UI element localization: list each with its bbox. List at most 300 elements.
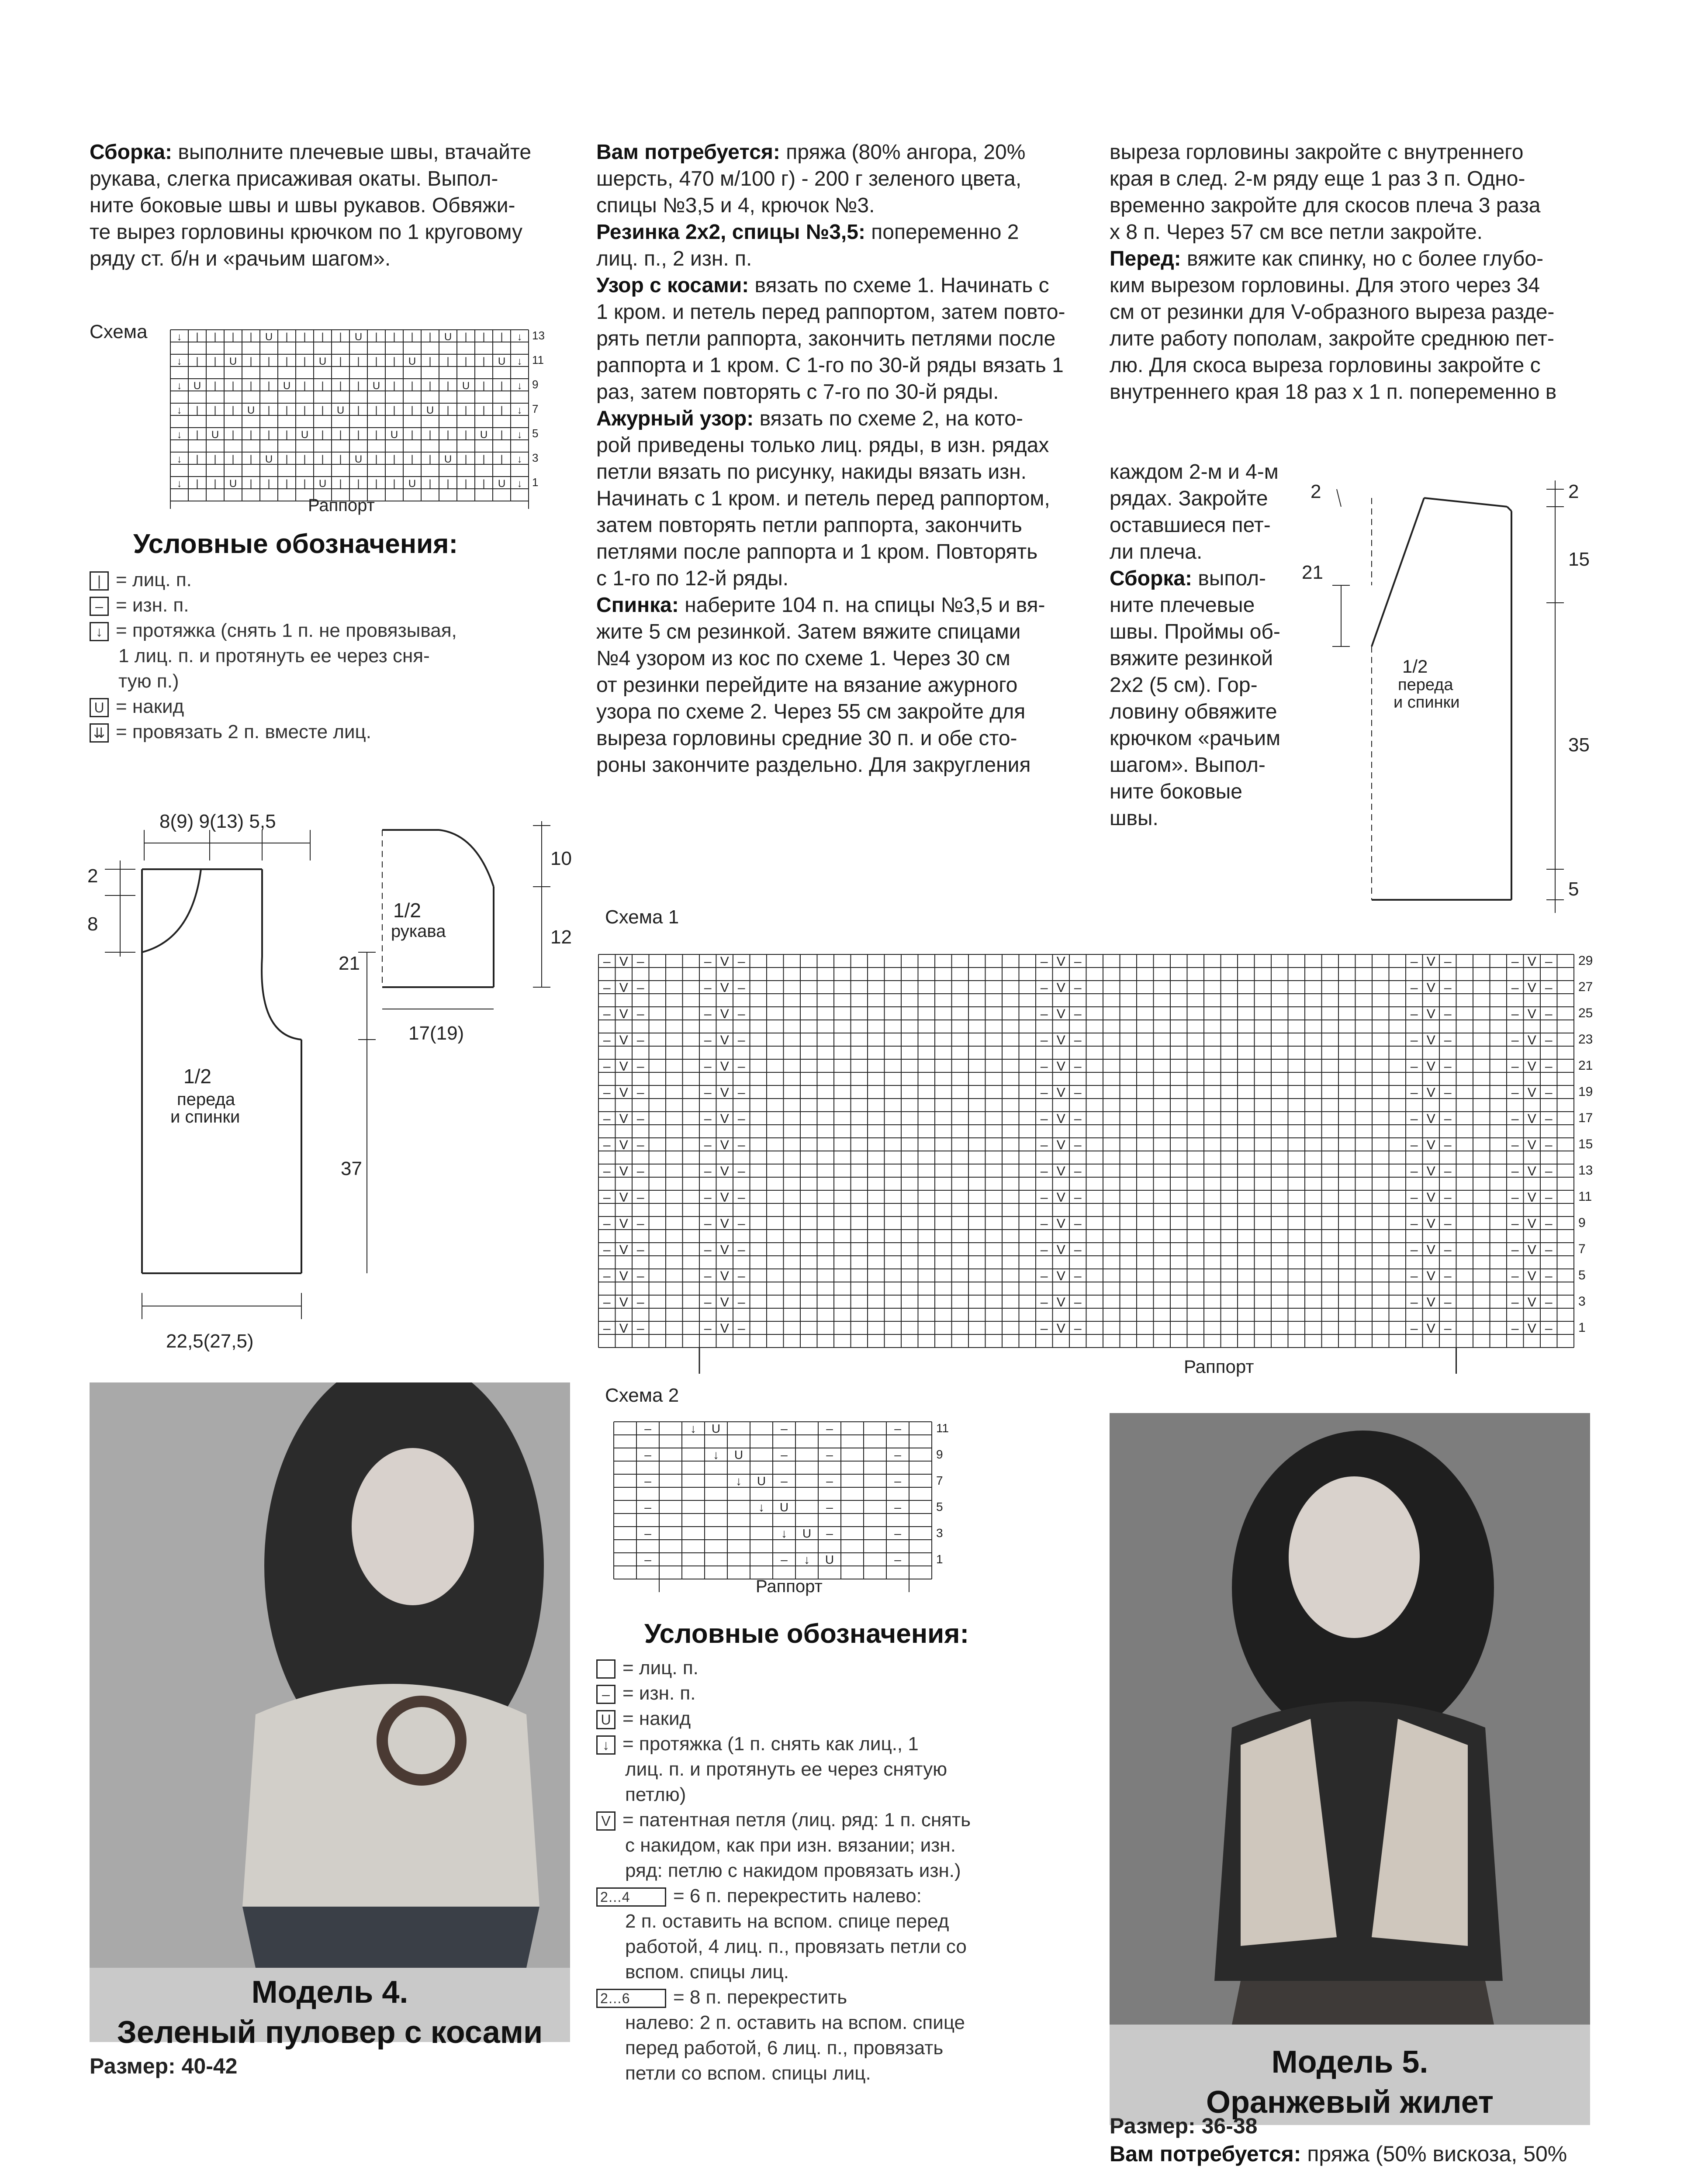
small-cell: ↓ [517,404,522,416]
small-cell: | [196,453,199,465]
middle-line [596,432,1081,459]
schema2-cell: U [802,1527,812,1540]
schema2-row-number: 5 [936,1500,943,1514]
schema1-purl-cell: – [704,981,712,995]
small-cell: | [303,478,306,490]
schema1-patent-cell: V [720,1007,729,1021]
schema2-cell: – [781,1422,788,1435]
legend-item [596,1731,1099,1757]
small-cell: ↓ [176,380,182,392]
small-cell: U [229,356,237,367]
schema1-patent-cell: V [720,1164,729,1178]
small-cell: U [408,356,416,367]
right-assembly-line: ните боковые [1110,780,1242,803]
middle-line-text: №4 узором из кос по схеме 1. Через 30 см [596,647,1010,670]
sleeve-label: рукава [391,922,446,941]
small-cell: | [446,356,450,367]
schema1-purl-cell: – [603,1059,611,1074]
small-cell: | [339,478,342,490]
schema1-patent-cell: V [720,1033,729,1047]
schema1-purl-cell: – [636,954,644,969]
schema1-patent-cell: V [619,1112,628,1126]
schema1-patent-cell: V [1527,1295,1536,1310]
pattern-sleeve [349,812,577,1057]
legend-item [596,1655,1099,1681]
small-cell: | [500,404,503,416]
small-cell: | [321,404,324,416]
schema1-patent-cell: V [619,1243,628,1257]
schema1-purl-cell: – [1444,1033,1452,1047]
small-cell: | [500,453,503,465]
schema1-purl-cell: – [1545,1321,1553,1336]
schema1-purl-cell: – [737,1164,745,1178]
schema1-purl-cell: – [737,1085,745,1100]
schema2-row-number: 11 [936,1421,949,1435]
schema2-cell: – [826,1527,833,1540]
schema2-cell: – [894,1527,901,1540]
small-cell: | [411,453,414,465]
middle-line-bold: Спинка: [596,594,679,617]
schema1-purl-cell: – [704,1059,712,1074]
small-cell: | [446,429,450,441]
schema1-purl-cell: – [1444,1138,1452,1152]
schema1-purl-cell: – [1545,1243,1553,1257]
legend-symbol: ⇊ [90,723,109,743]
right-line: края в след. 2-м ряду еще 1 раз 3 п. Одно- [1110,167,1525,190]
schema1-purl-cell: – [636,1243,644,1257]
middle-line-text: вязать по схеме 1. Начинать с [749,274,1049,297]
small-row-number: 5 [532,427,539,440]
schema2-cell: – [644,1474,651,1488]
small-cell: | [196,429,199,441]
small-cell: | [303,356,306,367]
schema1-purl-cell: – [1444,1059,1452,1074]
schema1-patent-cell: V [1426,1190,1435,1205]
small-cell: | [249,331,252,343]
legend-text: лиц. п. и протянуть ее через снятую [625,1759,947,1780]
schema1-patent-cell: V [1426,1164,1435,1178]
middle-line-bold: Ажурный узор: [596,407,754,430]
assembly-line: ните боковые швы и швы рукавов. Обвяжи- [90,194,515,217]
schema1-patent-cell: V [1056,1321,1065,1336]
schema1-purl-cell: – [1511,1295,1519,1310]
legend-item [596,2010,1099,2035]
legend-text: петли со вспом. спицы лиц. [625,2063,871,2084]
schema1-patent-cell: V [720,1216,729,1231]
schema1-row-number: 25 [1578,1006,1593,1020]
schema1-purl-cell: – [1040,1033,1048,1047]
middle-line [596,192,1081,219]
schema1-patent-cell: V [1056,981,1065,995]
small-row-number: 11 [532,353,544,366]
model-5-photo [1110,1413,1590,2120]
schema1-purl-cell: – [1040,1190,1048,1205]
legend-item [596,1985,1099,2010]
legend-text: = патентная петля (лиц. ряд: 1 п. снять [622,1809,971,1831]
schema1-purl-cell: – [704,1269,712,1283]
legend-text: = изн. п. [116,594,189,616]
small-cell: | [393,331,396,343]
schema2-cell: – [826,1422,833,1435]
small-cell: | [482,404,485,416]
schema1-purl-cell: – [1545,1164,1553,1178]
schema1-row-number: 7 [1578,1242,1586,1256]
schema1-purl-cell: – [1040,1007,1048,1021]
front-title: Перед: [1110,247,1181,270]
schema1-purl-cell: – [1410,1295,1418,1310]
schema1-patent-cell: V [1527,1033,1536,1047]
schema1-purl-cell: – [1511,1033,1519,1047]
middle-line [596,166,1081,192]
schema1-purl-cell: – [636,1112,644,1126]
schema1-purl-cell: – [1545,1138,1553,1152]
schema1-patent-cell: V [1056,1007,1065,1021]
legend-middle-title: Условные обозначения: [644,1619,969,1649]
schema1-patent-cell: V [619,1190,628,1205]
schema1-purl-cell: – [1074,1321,1082,1336]
schema1-purl-cell: – [1074,1216,1082,1231]
schema2-cell: – [894,1553,901,1566]
schema1-purl-cell: – [603,1085,611,1100]
schema2-cell: U [734,1448,743,1462]
schema1-patent-cell: V [1527,1243,1536,1257]
schema1-purl-cell: – [636,1033,644,1047]
small-cell: | [482,453,485,465]
schema1-purl-cell: – [1511,1216,1519,1231]
small-cell: | [446,404,450,416]
schema1-purl-cell: – [1545,1190,1553,1205]
small-cell: ↓ [517,429,522,441]
middle-line-text: жите 5 см резинкой. Затем вяжите спицами [596,620,1021,643]
schema1-purl-cell: – [1040,981,1048,995]
schema2-cell: – [781,1448,788,1462]
small-cell: | [196,331,199,343]
schema1-patent-cell: V [1056,1085,1065,1100]
small-cell: | [232,380,235,392]
r-dim-15: 15 [1568,549,1590,570]
right-assembly-line: швы. [1110,807,1158,830]
small-cell: | [482,331,485,343]
r-dim-2a: 2 [1311,481,1321,502]
legend-item [90,643,570,669]
middle-line [596,352,1081,379]
legend-text: вспом. спицы лиц. [625,1961,789,1983]
schema1-patent-cell: V [720,1085,729,1100]
r-dim-5: 5 [1568,878,1579,900]
small-cell: U [444,331,452,343]
legend-item [596,1681,1099,1706]
schema1-purl-cell: – [1074,1059,1082,1074]
schema1-purl-cell: – [1545,1269,1553,1283]
right-assembly-line: выпол- [1198,567,1266,590]
small-row-number: 7 [532,402,539,415]
right-line: выреза горловины закройте с внутреннего [1110,141,1524,164]
small-cell: | [232,404,235,416]
legend-item [596,1909,1099,1934]
small-cell: | [393,380,396,392]
small-cell: | [267,380,270,392]
small-cell: U [301,429,309,441]
schema1-patent-cell: V [1527,1112,1536,1126]
schema1-purl-cell: – [603,1321,611,1336]
small-cell: | [357,429,360,441]
schema1-purl-cell: – [636,1164,644,1178]
small-cell: U [462,380,470,392]
middle-line [596,245,1081,272]
schema1-patent-cell: V [1426,1007,1435,1021]
schema1-purl-cell: – [603,1216,611,1231]
schema1-purl-cell: – [603,1033,611,1047]
schema1-patent-cell: V [720,1295,729,1310]
schema2-cell: – [644,1527,651,1540]
schema2-cell: U [711,1422,721,1435]
right-line: х 8 п. Через 57 см все петли закройте. [1110,221,1483,244]
schema1-patent-cell: V [619,1216,628,1231]
small-cell: U [408,478,416,490]
legend-text: 2 п. оставить на вспом. спице перед [625,1911,949,1932]
schema-2 [596,1385,989,1612]
schema-1 [596,906,1601,1391]
middle-line [596,619,1081,645]
small-cell: | [464,429,467,441]
schema-small-grid [166,325,559,509]
schema1-purl-cell: – [737,1138,745,1152]
small-cell: | [285,404,288,416]
schema2-cell: U [779,1500,789,1514]
schema1-purl-cell: – [737,981,745,995]
model-5-size: Размер: 36-38 [1110,2114,1258,2138]
small-cell: | [429,380,432,392]
small-cell: | [357,380,360,392]
legend-symbol: U [596,1710,616,1729]
front-line: каждом 2-м и 4-м [1110,460,1279,484]
small-cell: | [339,356,342,367]
front-line: оставшиеся пет- [1110,514,1271,537]
legend-text: с накидом, как при изн. вязании; изн. [625,1835,956,1856]
schema2-cell: U [757,1474,766,1488]
legend-text: = лиц. п. [622,1657,698,1679]
schema1-purl-cell: – [603,981,611,995]
schema1-purl-cell: – [1040,1269,1048,1283]
small-cell: U [444,453,452,465]
schema1-purl-cell: – [1074,1243,1082,1257]
middle-line [596,512,1081,539]
schema1-patent-cell: V [1527,1059,1536,1074]
schema1-purl-cell: – [1410,981,1418,995]
schema1-patent-cell: V [1056,1033,1065,1047]
schema1-patent-cell: V [1056,954,1065,969]
schema1-purl-cell: – [636,1321,644,1336]
schema1-purl-cell: – [1444,954,1452,969]
small-cell: | [321,429,324,441]
legend-symbol: ↓ [90,622,109,641]
middle-line-text: наберите 104 п. на спицы №3,5 и вя- [678,594,1045,617]
schema1-purl-cell: – [1074,954,1082,969]
model-5-subtitle: Оранжевый жилет [1206,2085,1494,2120]
schema1-purl-cell: – [704,1085,712,1100]
schema-1-label: Схема 1 [605,906,679,928]
schema2-row-number: 1 [936,1552,943,1566]
schema1-purl-cell: – [1040,1216,1048,1231]
middle-line-text: рой приведены только лиц. ряды, в изн. рядах [596,434,1049,457]
legend-text: = лиц. п. [116,569,192,591]
legend-text: = протяжка (снять 1 п. не провязывая, [116,620,457,641]
small-cell: | [249,429,252,441]
middle-line [596,672,1081,698]
schema1-patent-cell: V [1527,981,1536,995]
schema1-purl-cell: – [1545,1007,1553,1021]
schema1-purl-cell: – [1511,1059,1519,1074]
model-4-title: Модель 4. [251,1975,408,2010]
small-cell: ↓ [517,331,522,343]
small-cell: | [482,478,485,490]
schema1-patent-cell: V [1056,1269,1065,1283]
schema1-patent-cell: V [1426,1295,1435,1310]
legend-item [596,2061,1099,2086]
small-cell: ↓ [517,380,522,392]
legend-symbol [596,1659,616,1679]
front-line: ким вырезом горловины. Для этого через 34 [1110,274,1540,297]
legend-item [596,2035,1099,2061]
schema1-row-number: 9 [1578,1216,1586,1230]
schema1-patent-cell: V [720,954,729,969]
small-cell: ↓ [517,453,522,465]
legend-symbol: V [596,1811,616,1831]
middle-line [596,139,1081,166]
schema1-purl-cell: – [704,1243,712,1257]
schema1-purl-cell: – [1410,1321,1418,1336]
right-line: временно закройте для скосов плеча 3 раза [1110,194,1541,217]
legend-symbol: 2…6 [596,1989,666,2008]
schema1-row-number: 15 [1578,1137,1593,1151]
schema1-purl-cell: – [737,1216,745,1231]
schema2-cell: – [644,1553,651,1566]
schema1-patent-cell: V [720,1190,729,1205]
small-cell: | [500,429,503,441]
small-cell: ↓ [176,356,182,367]
schema1-purl-cell: – [737,1190,745,1205]
middle-line-text: спицы №3,5 и 4, крючок №3. [596,194,875,217]
right-assembly-line: крючком «рачьим [1110,727,1281,750]
schema1-patent-cell: V [1426,1269,1435,1283]
schema1-patent-cell: V [619,1295,628,1310]
middle-line [596,379,1081,405]
small-cell: | [393,453,396,465]
small-cell: U [211,429,219,441]
schema1-purl-cell: – [737,1112,745,1126]
small-cell: ↓ [176,429,182,441]
schema2-row-number: 9 [936,1448,943,1461]
middle-line-text: с 1-го по 12-й ряды. [596,567,789,590]
schema1-patent-cell: V [1056,1164,1065,1178]
small-cell: | [303,453,306,465]
schema2-cell: – [894,1474,901,1488]
schema1-purl-cell: – [1410,954,1418,969]
small-cell: | [303,331,306,343]
schema1-purl-cell: – [1444,1190,1452,1205]
schema2-cell: ↓ [713,1448,719,1462]
schema1-purl-cell: – [603,1007,611,1021]
middle-line [596,698,1081,725]
legend-text: налево: 2 п. оставить на вспом. спице [625,2012,965,2033]
middle-line-text: рять петли раппорта, закончить петлями после [596,327,1056,350]
legend-item [596,1757,1099,1782]
legend-item [596,1782,1099,1807]
schema2-cell: – [894,1500,901,1514]
schema1-purl-cell: – [1410,1112,1418,1126]
dim-8: 8 [87,913,98,935]
small-cell: | [464,453,467,465]
legend-item [596,1706,1099,1731]
schema2-cell: – [781,1553,788,1566]
middle-line [596,645,1081,672]
r-label-front: переда [1398,676,1453,694]
schema1-patent-cell: V [1527,1085,1536,1100]
right-assembly-line: 2х2 (5 см). Гор- [1110,674,1258,697]
schema1-purl-cell: – [636,1190,644,1205]
small-cell: U [229,478,237,490]
schema1-patent-cell: V [1056,1216,1065,1231]
schema1-purl-cell: – [1511,1007,1519,1021]
schema2-cell: – [894,1422,901,1435]
schema1-purl-cell: – [1040,1085,1048,1100]
small-cell: U [318,356,327,367]
small-cell: U [426,404,434,416]
small-cell: | [357,356,360,367]
small-cell: | [321,331,324,343]
schema1-purl-cell: – [1444,1112,1452,1126]
right-assembly-line: ните плечевые [1110,594,1255,617]
small-cell: | [375,356,378,367]
schema1-row-number: 21 [1578,1058,1593,1073]
legend-symbol: 2…4 [596,1887,666,1907]
legend-item [90,593,570,618]
schema1-purl-cell: – [737,954,745,969]
dim-bottom: 22,5(27,5) [166,1330,254,1352]
legend-text: = 6 п. перекрестить налево: [673,1885,922,1907]
schema2-row-number: 3 [936,1526,943,1540]
r-label-half: 1/2 [1402,656,1428,677]
legend-item [90,669,570,694]
schema1-purl-cell: – [636,1085,644,1100]
small-cell: | [411,380,414,392]
small-cell: | [214,478,217,490]
legend-symbol: – [596,1685,616,1704]
schema1-purl-cell: – [1074,1085,1082,1100]
right-assembly-title: Сборка: [1110,567,1193,590]
legend-left-title: Условные обозначения: [133,529,458,559]
small-cell: | [464,404,467,416]
small-cell: | [375,404,378,416]
small-cell: | [196,356,199,367]
schema1-patent-cell: V [1527,1190,1536,1205]
assembly-line: ряду ст. б/н и «рачьим шагом». [90,247,391,270]
legend-item [596,1807,1099,1833]
legend-item [90,694,570,719]
legend-item [90,618,570,643]
schema1-purl-cell: – [1074,1164,1082,1178]
small-cell: | [249,478,252,490]
schema1-row-number: 19 [1578,1085,1593,1099]
schema1-patent-cell: V [1527,1216,1536,1231]
small-row-number: 1 [532,476,539,489]
small-cell: U [354,453,363,465]
small-cell: | [393,478,396,490]
small-cell: U [265,453,273,465]
schema1-row-number: 3 [1578,1294,1586,1309]
small-cell: | [285,356,288,367]
small-cell: | [411,429,414,441]
